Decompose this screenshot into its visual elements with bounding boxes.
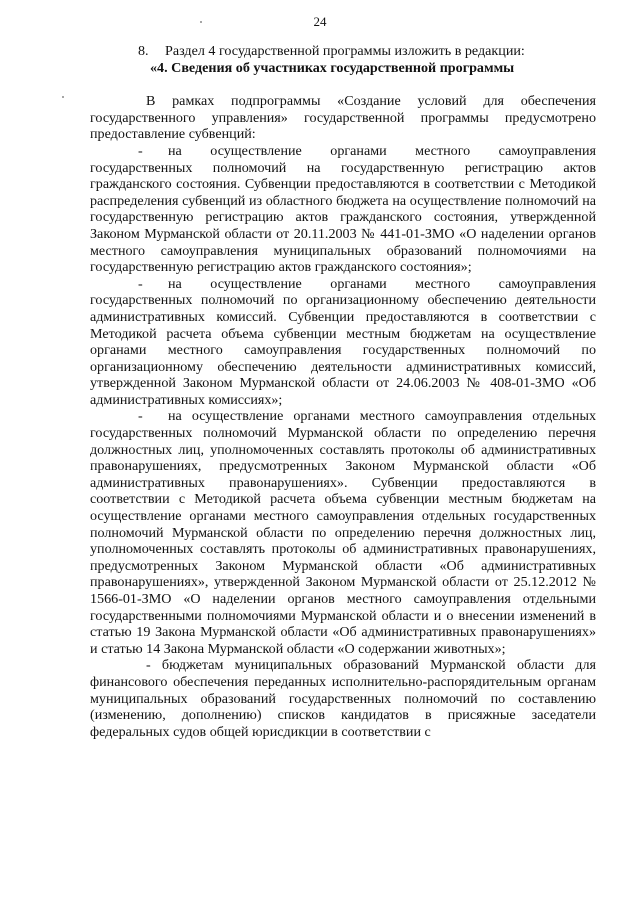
list-item-administrative-commissions: [90, 276, 596, 409]
item-heading: [90, 43, 596, 60]
dash-marker: -: [138, 408, 143, 425]
item-text: Раздел 4 государственной программы изложить в редакции:: [165, 43, 525, 59]
list-item-text: на осуществление органами местного самоуправления отдельных государственных полномочий Мурманской области по определению перечня должностных лиц, уполномоченных составлять протоколы об административных правонарушениях, предусмотренных Законом Мурманской области «Об административных правонарушениях». Субвенции предоставляются в соответствии с Методикой расчета объема субвенции местным бюджетам на осуществление органами местного самоуправления отдельных государственных полномочий Мурманской области по определению перечня должностных лиц, уполномоченных составлять протоколы об административных правонарушениях, предусмотренных Законом Мурманской области «Об административных правонарушениях», утвержденной Законом Мурманской области от 25.12.2012 № 1566-01-ЗМО «О наделении органов местного самоуправления отдельными государственными полномочиями Мурманской области и о внесении изменений в статью 19 Закона Мурманской области «Об административных правонарушениях» и статью 14 Закона Мурманской области «О содержании животных»;: [90, 408, 596, 657]
list-item-text: на осуществление органами местного самоуправления государственных полномочий по организационному обеспечению деятельности административных комиссий. Субвенции предоставляются в соответствии с Методикой расчета объема субвенции местным бюджетам на осуществление органами местного самоуправления государственных полномочий по организационному обеспечению деятельности административных комиссий, утвержденной Законом Мурманской области от 24.06.2003 № 408-01-ЗМО «Об административных комиссиях»;: [90, 275, 596, 408]
list-item-civil-registration: [90, 143, 596, 276]
intro-paragraph: В рамках подпрограммы «Создание условий для обеспечения государственного управления» государственной программы предусмотрено предоставление субвенций:: [90, 93, 596, 143]
scan-speck: [62, 96, 64, 98]
document-body: [90, 43, 596, 740]
dash-marker: -: [138, 275, 143, 292]
section-title: «4. Сведения об участниках государственной программы: [150, 59, 515, 76]
item-number: 8.: [138, 43, 149, 59]
list-item-offense-protocols: [90, 408, 596, 657]
dash-marker: -: [138, 142, 143, 159]
final-paragraph: - бюджетам муниципальных образований Мурманской области для финансового обеспечения переданных исполнительно-распорядительным органам муниципальных образований государственных полномочий по составлению (изменению, дополнению) списков кандидатов в присяжные заседатели федеральных судов общей юрисдикции в соответствии с: [90, 657, 596, 740]
page-number: 24: [313, 14, 327, 29]
list-item-text: на осуществление органами местного самоуправления государственных полномочий на государственную регистрацию актов гражданского состояния. Субвенции предоставляются в соответствии с Методикой распределения субвенций из областного бюджета на осуществление полномочий на государственную регистрацию актов гражданского состояния, утвержденной Законом Мурманской области от 20.11.2003 № 441-01-ЗМО «О наделении органов местного самоуправления муниципальных образований полномочиями на государственную регистрацию актов гражданского состояния»;: [90, 142, 596, 276]
